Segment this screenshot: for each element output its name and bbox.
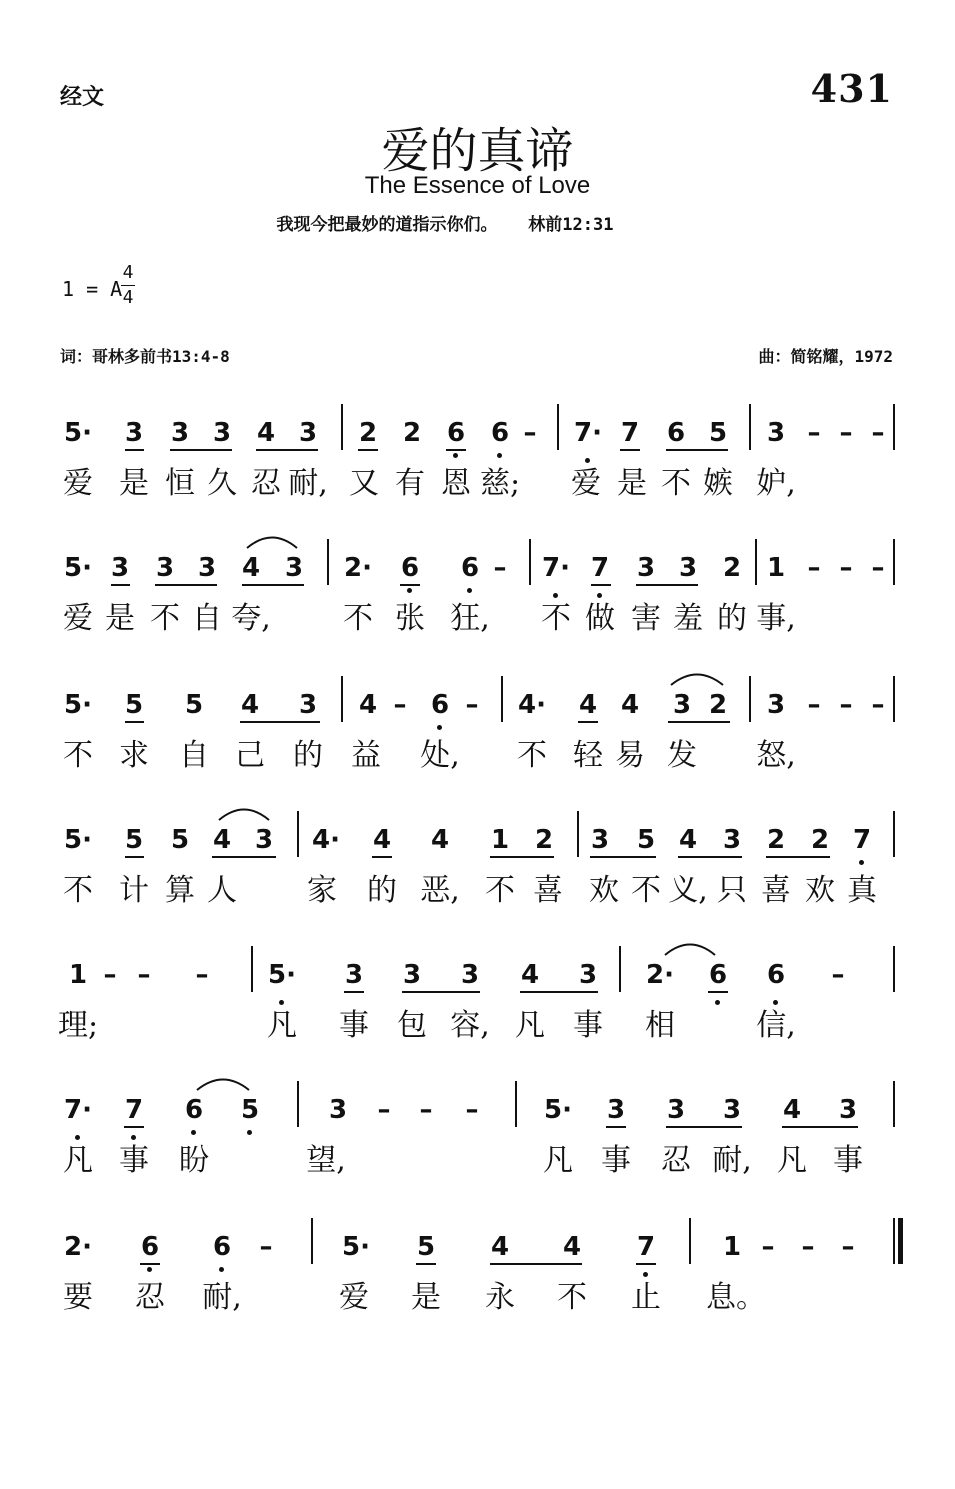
- sustain-dash: –: [465, 1095, 479, 1125]
- sustain-dash: –: [839, 418, 853, 448]
- lyric-char: 凡: [515, 1008, 545, 1043]
- beam-underline: [124, 1126, 144, 1128]
- barline: [557, 404, 559, 450]
- note: 5·: [64, 553, 92, 583]
- note: 6: [766, 960, 786, 990]
- time-signature: [121, 262, 135, 309]
- note: 3: [722, 825, 742, 855]
- beam-underline: [416, 1263, 436, 1265]
- note: 7: [124, 1095, 144, 1125]
- lyricist-credit: 词：哥林多前书13:4-8: [60, 347, 230, 366]
- note: 3: [298, 418, 318, 448]
- lyric-char: 恒: [165, 466, 195, 501]
- low-octave-dot: [247, 1130, 252, 1135]
- low-octave-dot: [437, 725, 442, 730]
- title-english: The Essence of Love: [364, 172, 591, 199]
- barline: [749, 404, 751, 450]
- low-octave-dot-double: [553, 593, 558, 598]
- low-octave-dot: [147, 1267, 152, 1272]
- lyric-char: 爱: [63, 466, 93, 501]
- lyric-char: 忍: [135, 1280, 165, 1315]
- lyric-char: 真: [847, 873, 877, 908]
- note: 3: [838, 1095, 858, 1125]
- beam-underline: [782, 1126, 858, 1128]
- note: 7: [852, 825, 872, 855]
- sustain-dash: –: [137, 960, 151, 990]
- lyric-char: 轻: [573, 738, 603, 773]
- title-chinese: 爱的真谛: [381, 123, 574, 179]
- lyric-char: 张: [395, 601, 425, 636]
- note: 4: [430, 825, 450, 855]
- beam-underline: [666, 1126, 742, 1128]
- note: 4: [240, 690, 260, 720]
- low-octave-dot: [407, 588, 412, 593]
- sustain-dash: –: [831, 960, 845, 990]
- note: 7·: [64, 1095, 92, 1125]
- note: 7·: [574, 418, 602, 448]
- sustain-dash: –: [195, 960, 209, 990]
- lyric-char: 久: [207, 466, 237, 501]
- barline: [341, 676, 343, 722]
- note: 3: [766, 418, 786, 448]
- beam-underline: [490, 856, 554, 858]
- lyric-char: 是: [105, 601, 135, 636]
- beam-underline: [125, 721, 144, 723]
- lyric-char: 恩: [441, 466, 471, 501]
- lyric-char: 望,: [306, 1143, 346, 1178]
- slur: [664, 940, 716, 956]
- beam-underline: [358, 449, 378, 451]
- note: 2: [534, 825, 554, 855]
- note: 4: [678, 825, 698, 855]
- note: 5·: [342, 1232, 370, 1262]
- time-signature-bottom: 4: [122, 287, 134, 308]
- note: 6: [430, 690, 450, 720]
- note: 5·: [268, 960, 296, 990]
- note: 5·: [64, 690, 92, 720]
- beam-underline: [620, 449, 640, 451]
- sustain-dash: –: [377, 1095, 391, 1125]
- beam-underline: [125, 449, 144, 451]
- sustain-dash: –: [839, 690, 853, 720]
- note: 3: [170, 418, 190, 448]
- lyric-char: 事,: [756, 601, 796, 636]
- lyric-char: 凡: [777, 1143, 807, 1178]
- beam-underline: [590, 856, 656, 858]
- lyric-char: 相: [645, 1008, 675, 1043]
- sustain-dash: –: [841, 1232, 855, 1262]
- note: 3: [460, 960, 480, 990]
- note: 2·: [344, 553, 372, 583]
- note: 3: [672, 690, 692, 720]
- note: 5: [184, 690, 204, 720]
- beam-underline: [400, 584, 420, 586]
- beam-underline: [678, 856, 742, 858]
- sustain-dash: –: [871, 553, 885, 583]
- lyric-char: 事: [833, 1143, 863, 1178]
- barline: [251, 946, 253, 992]
- lyric-char: 发: [667, 738, 697, 773]
- barline: [515, 1081, 517, 1127]
- lyric-char: 又: [349, 466, 379, 501]
- beam-underline: [591, 584, 611, 586]
- barline: [893, 1081, 895, 1127]
- lyric-char: 羞: [673, 601, 703, 636]
- beam-underline: [240, 721, 320, 723]
- low-octave-dot: [453, 453, 458, 458]
- note: 7: [620, 418, 640, 448]
- sustain-dash: –: [871, 418, 885, 448]
- note: 1: [490, 825, 510, 855]
- beam-underline: [578, 721, 598, 723]
- note: 3: [666, 1095, 686, 1125]
- sustain-dash: –: [871, 690, 885, 720]
- note: 6: [490, 418, 510, 448]
- sustain-dash: –: [807, 553, 821, 583]
- note: 5: [416, 1232, 436, 1262]
- note: 2: [766, 825, 786, 855]
- lyric-char: 不: [661, 466, 691, 501]
- lyric-char: 凡: [267, 1008, 297, 1043]
- lyric-char: 自: [179, 738, 209, 773]
- sustain-dash: –: [807, 690, 821, 720]
- beam-underline: [344, 991, 364, 993]
- final-barline: [893, 1218, 895, 1264]
- lyric-char: 事: [601, 1143, 631, 1178]
- note: 3: [344, 960, 364, 990]
- beam-underline: [766, 856, 830, 858]
- note: 4·: [312, 825, 340, 855]
- lyric-char: 计: [119, 873, 149, 908]
- key-signature: 1 = A: [62, 277, 123, 301]
- note: 4: [620, 690, 640, 720]
- lyric-char: 止: [631, 1280, 661, 1315]
- barline: [749, 676, 751, 722]
- note: 5: [708, 418, 728, 448]
- note: 3: [298, 690, 318, 720]
- lyric-char: 包: [397, 1008, 427, 1043]
- note: 7·: [542, 553, 570, 583]
- low-octave-dot: [859, 860, 864, 865]
- lyric-char: 爱: [339, 1280, 369, 1315]
- barline: [893, 404, 895, 450]
- lyric-char: 耐,: [202, 1280, 242, 1315]
- lyric-char: 欢: [589, 873, 619, 908]
- note: 4: [782, 1095, 802, 1125]
- beam-underline: [636, 584, 698, 586]
- slur: [246, 533, 298, 549]
- low-octave-dot-double: [131, 1135, 136, 1140]
- slur: [670, 670, 724, 686]
- note: 6: [708, 960, 728, 990]
- note: 3: [110, 553, 130, 583]
- beam-underline: [668, 721, 730, 723]
- note: 2: [708, 690, 728, 720]
- note: 6: [400, 553, 420, 583]
- barline: [327, 539, 329, 585]
- sustain-dash: –: [523, 418, 537, 448]
- lyric-char: 家: [307, 873, 337, 908]
- barline: [893, 539, 895, 585]
- note: 3: [678, 553, 698, 583]
- lyric-char: 是: [411, 1280, 441, 1315]
- beam-underline: [256, 449, 318, 451]
- lyric-char: 有: [395, 466, 425, 501]
- barline: [689, 1218, 691, 1264]
- note: 3: [328, 1095, 348, 1125]
- note: 2: [358, 418, 378, 448]
- note: 6: [446, 418, 466, 448]
- low-octave-dot-double: [773, 1000, 778, 1005]
- lyric-char: 自: [192, 601, 222, 636]
- lyric-char: 盼: [179, 1143, 209, 1178]
- lyric-char: 爱: [571, 466, 601, 501]
- note: 5·: [64, 418, 92, 448]
- sustain-dash: –: [761, 1232, 775, 1262]
- note: 6: [184, 1095, 204, 1125]
- lyric-char: 害: [631, 601, 661, 636]
- note: 5: [124, 690, 144, 720]
- lyric-char: 慈;: [479, 466, 521, 501]
- beam-underline: [520, 991, 598, 993]
- lyric-char: 人: [207, 873, 237, 908]
- lyric-char: 永: [485, 1280, 515, 1315]
- lyric-char: 理;: [57, 1008, 99, 1043]
- lyric-char: 不: [631, 873, 661, 908]
- lyric-char: 狂,: [450, 601, 490, 636]
- low-octave-dot-double: [597, 593, 602, 598]
- note: 4·: [518, 690, 546, 720]
- lyric-char: 不: [485, 873, 515, 908]
- final-barline-thick: [898, 1218, 903, 1264]
- sustain-dash: –: [839, 553, 853, 583]
- scripture-verse: 我现今把最妙的道指示你们。 林前12:31: [276, 215, 614, 235]
- lyric-char: 耐,: [288, 466, 328, 501]
- note: 3: [197, 553, 217, 583]
- note: 7: [590, 553, 610, 583]
- beam-underline: [402, 991, 480, 993]
- note: 2·: [646, 960, 674, 990]
- note: 4: [372, 825, 392, 855]
- low-octave-dot-double: [279, 1000, 284, 1005]
- beam-underline: [372, 856, 392, 858]
- note: 5: [170, 825, 190, 855]
- lyric-char: 容,: [450, 1008, 490, 1043]
- lyric-char: 义,: [668, 873, 708, 908]
- sustain-dash: –: [807, 418, 821, 448]
- barline: [893, 811, 895, 857]
- hymn-number: 431: [810, 66, 893, 111]
- note: 7: [636, 1232, 656, 1262]
- note: 5·: [64, 825, 92, 855]
- note: 3: [284, 553, 304, 583]
- lyric-char: 忍: [251, 466, 281, 501]
- lyric-char: 的: [293, 738, 323, 773]
- lyric-char: 要: [63, 1280, 93, 1315]
- note: 6: [212, 1232, 232, 1262]
- low-octave-dot-double: [585, 458, 590, 463]
- lyric-char: 妒,: [756, 466, 796, 501]
- low-octave-dot-double: [643, 1272, 648, 1277]
- lyric-char: 是: [119, 466, 149, 501]
- note: 3: [636, 553, 656, 583]
- low-octave-dot: [219, 1267, 224, 1272]
- lyric-char: 算: [165, 873, 195, 908]
- lyric-char: 做: [585, 601, 615, 636]
- note: 4: [212, 825, 232, 855]
- beam-underline: [242, 584, 304, 586]
- note: 4: [490, 1232, 510, 1262]
- beam-underline: [155, 584, 217, 586]
- note: 4: [241, 553, 261, 583]
- note: 5: [636, 825, 656, 855]
- note: 3: [590, 825, 610, 855]
- lyric-char: 益: [351, 738, 381, 773]
- slur: [196, 1075, 250, 1091]
- lyric-char: 易: [615, 738, 645, 773]
- beam-underline: [490, 1263, 582, 1265]
- note: 4: [578, 690, 598, 720]
- lyric-char: 爱: [63, 601, 93, 636]
- lyric-char: 恶,: [420, 873, 460, 908]
- sustain-dash: –: [103, 960, 117, 990]
- beam-underline: [170, 449, 232, 451]
- beam-underline: [636, 1263, 656, 1265]
- lyric-char: 事: [119, 1143, 149, 1178]
- lyric-char: 处,: [420, 738, 460, 773]
- beam-underline: [125, 856, 144, 858]
- barline: [501, 676, 503, 722]
- lyric-char: 不: [150, 601, 180, 636]
- note: 3: [722, 1095, 742, 1125]
- low-octave-dot-double: [715, 1000, 720, 1005]
- note: 4: [520, 960, 540, 990]
- note: 4: [358, 690, 378, 720]
- barline: [893, 676, 895, 722]
- note: 1: [766, 553, 786, 583]
- note: 3: [124, 418, 144, 448]
- lyric-char: 欢: [805, 873, 835, 908]
- note: 3: [402, 960, 422, 990]
- beam-underline: [446, 449, 466, 451]
- composer-credit: 曲：简铭耀，1972: [758, 347, 893, 366]
- sustain-dash: –: [419, 1095, 433, 1125]
- lyric-char: 喜: [761, 873, 791, 908]
- lyric-char: 求: [119, 738, 149, 773]
- lyric-char: 耐,: [712, 1143, 752, 1178]
- note: 3: [578, 960, 598, 990]
- category-label: 经文: [60, 84, 105, 110]
- barline: [297, 1081, 299, 1127]
- lyric-char: 凡: [63, 1143, 93, 1178]
- note: 2·: [64, 1232, 92, 1262]
- lyric-char: 的: [367, 873, 397, 908]
- sustain-dash: –: [801, 1232, 815, 1262]
- lyric-char: 息。: [706, 1280, 766, 1315]
- lyric-char: 喜: [533, 873, 563, 908]
- lyric-char: 怒,: [756, 738, 796, 773]
- barline: [755, 539, 757, 585]
- note: 2: [722, 553, 742, 583]
- note: 5: [124, 825, 144, 855]
- beam-underline: [212, 856, 276, 858]
- note: 1: [68, 960, 88, 990]
- beam-underline: [708, 991, 728, 993]
- barline: [893, 946, 895, 992]
- barline: [619, 946, 621, 992]
- low-octave-dot: [497, 453, 502, 458]
- time-signature-top: 4: [122, 262, 134, 283]
- note: 2: [402, 418, 422, 448]
- barline: [341, 404, 343, 450]
- note: 5·: [544, 1095, 572, 1125]
- barline: [311, 1218, 313, 1264]
- note: 5: [240, 1095, 260, 1125]
- note: 3: [155, 553, 175, 583]
- sustain-dash: –: [493, 553, 507, 583]
- barline: [529, 539, 531, 585]
- note: 3: [606, 1095, 626, 1125]
- lyric-char: 事: [339, 1008, 369, 1043]
- beam-underline: [606, 1126, 626, 1128]
- note: 6: [666, 418, 686, 448]
- note: 4: [562, 1232, 582, 1262]
- lyric-char: 不: [557, 1280, 587, 1315]
- lyric-char: 己: [235, 738, 265, 773]
- lyric-char: 信,: [756, 1008, 796, 1043]
- lyric-char: 的: [717, 601, 747, 636]
- lyric-char: 不: [63, 738, 93, 773]
- note: 2: [810, 825, 830, 855]
- slur: [218, 805, 270, 821]
- lyric-char: 事: [573, 1008, 603, 1043]
- sustain-dash: –: [465, 690, 479, 720]
- lyric-char: 夸,: [231, 601, 271, 636]
- note: 3: [766, 690, 786, 720]
- lyric-char: 不: [541, 601, 571, 636]
- beam-underline: [140, 1263, 160, 1265]
- beam-underline: [111, 584, 130, 586]
- lyric-char: 嫉: [703, 466, 733, 501]
- sustain-dash: –: [259, 1232, 273, 1262]
- lyric-char: 不: [63, 873, 93, 908]
- note: 6: [140, 1232, 160, 1262]
- sustain-dash: –: [393, 690, 407, 720]
- lyric-char: 不: [343, 601, 373, 636]
- barline: [297, 811, 299, 857]
- lyric-char: 只: [717, 873, 747, 908]
- lyric-char: 不: [517, 738, 547, 773]
- note: 3: [212, 418, 232, 448]
- note: 6: [460, 553, 480, 583]
- note: 4: [256, 418, 276, 448]
- note: 3: [254, 825, 274, 855]
- lyric-char: 是: [617, 466, 647, 501]
- lyric-char: 凡: [543, 1143, 573, 1178]
- beam-underline: [666, 449, 728, 451]
- low-octave-dot: [191, 1130, 196, 1135]
- barline: [577, 811, 579, 857]
- low-octave-dot-double: [75, 1135, 80, 1140]
- lyric-char: 忍: [661, 1143, 691, 1178]
- note: 1: [722, 1232, 742, 1262]
- low-octave-dot: [467, 588, 472, 593]
